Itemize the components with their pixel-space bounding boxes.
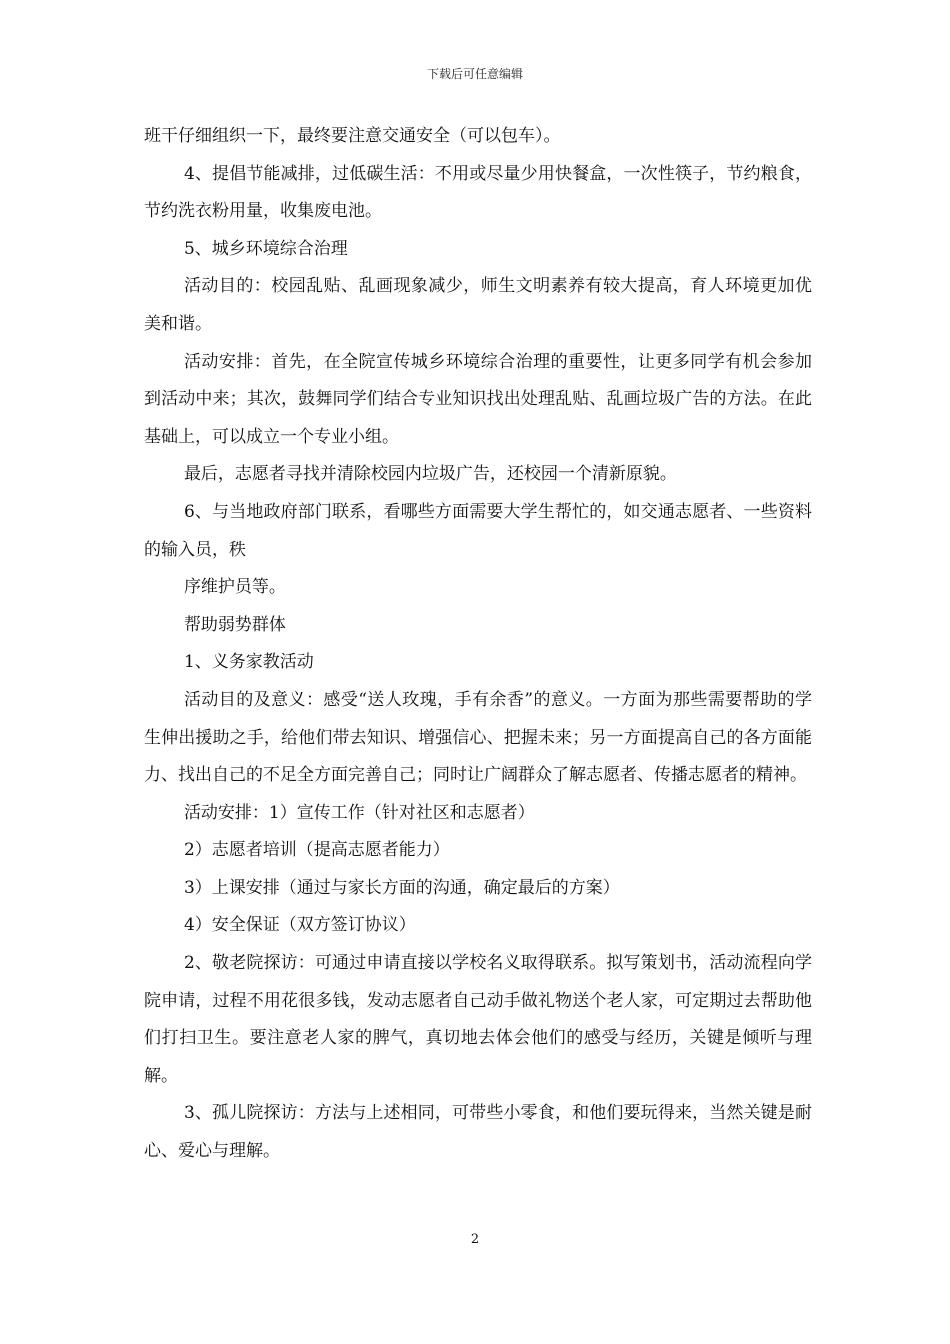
page-number: 2 — [470, 1232, 480, 1247]
paragraph: 活动目的：校园乱贴、乱画现象减少，师生文明素养有较大提高，育人环境更加优美和谐。 — [144, 276, 812, 334]
section-heading: 1、义务家教活动 — [183, 652, 314, 673]
list-item: 2）志愿者培训（提高志愿者能力） — [183, 840, 450, 861]
page-header: 下载后可任意编辑 — [426, 67, 523, 81]
paragraph: 2、敬老院探访：可通过申请直接以学校名义取得联系。拟写策划书，活动流程向学院申请，过程不用花很多钱，发动志愿者自己动手做礼物送个老人家，可定期过去帮助他们打扫卫生。要注意老人家的脾气，真切地去体会他们的感受与经历，关键是倾听与理解。 — [144, 953, 812, 1086]
paragraph: 4、提倡节能减排，过低碳生活：不用或尽量少用快餐盒，一次性筷子，节约粮食，节约洗衣粉用量，收集废电池。 — [144, 163, 812, 222]
paragraph: 活动目的及意义：感受“送人玫瑰，手有余香”的意义。一方面为那些需要帮助的学生伸出援助之手，给他们带去知识、增强信心、把握未来；另一方面提高自己的各方面能力、找出自己的不足全方面完善自己；同时让广阔群众了解志愿者、传播志愿者的精神。 — [144, 689, 812, 786]
paragraph: 最后，志愿者寻找并清除校园内垃圾广告，还校园一个清新原貌。 — [183, 464, 677, 485]
paragraph: 6、与当地政府部门联系，看哪些方面需要大学生帮忙的，如交通志愿者、一些资料的输入员，秩 — [144, 501, 812, 560]
paragraph: 班干仔细组织一下，最终要注意交通安全（可以包车）。 — [144, 126, 561, 146]
paragraph: 序维护员等。 — [183, 577, 286, 598]
list-item: 活动安排：1）宣传工作（针对社区和志愿者） — [183, 802, 535, 823]
paragraph: 活动安排：首先，在全院宣传城乡环境综合治理的重要性，让更多同学有机会参加到活动中来；其次，鼓舞同学们结合专业知识找出处理乱贴、乱画垃圾广告的方法。在此基础上，可以成立一个专业小组。 — [144, 351, 812, 447]
paragraph: 3、孤儿院探访：方法与上述相同，可带些小零食，和他们要玩得来，当然关键是耐心、爱心与理解。 — [144, 1103, 812, 1162]
section-heading: 5、城乡环境综合治理 — [183, 238, 348, 259]
list-item: 3）上课安排（通过与家长方面的沟通，确定最后的方案） — [183, 877, 620, 898]
section-heading: 帮助弱势群体 — [183, 614, 286, 635]
document-body — [144, 118, 812, 1171]
list-item: 4）安全保证（双方签订协议） — [183, 915, 416, 936]
